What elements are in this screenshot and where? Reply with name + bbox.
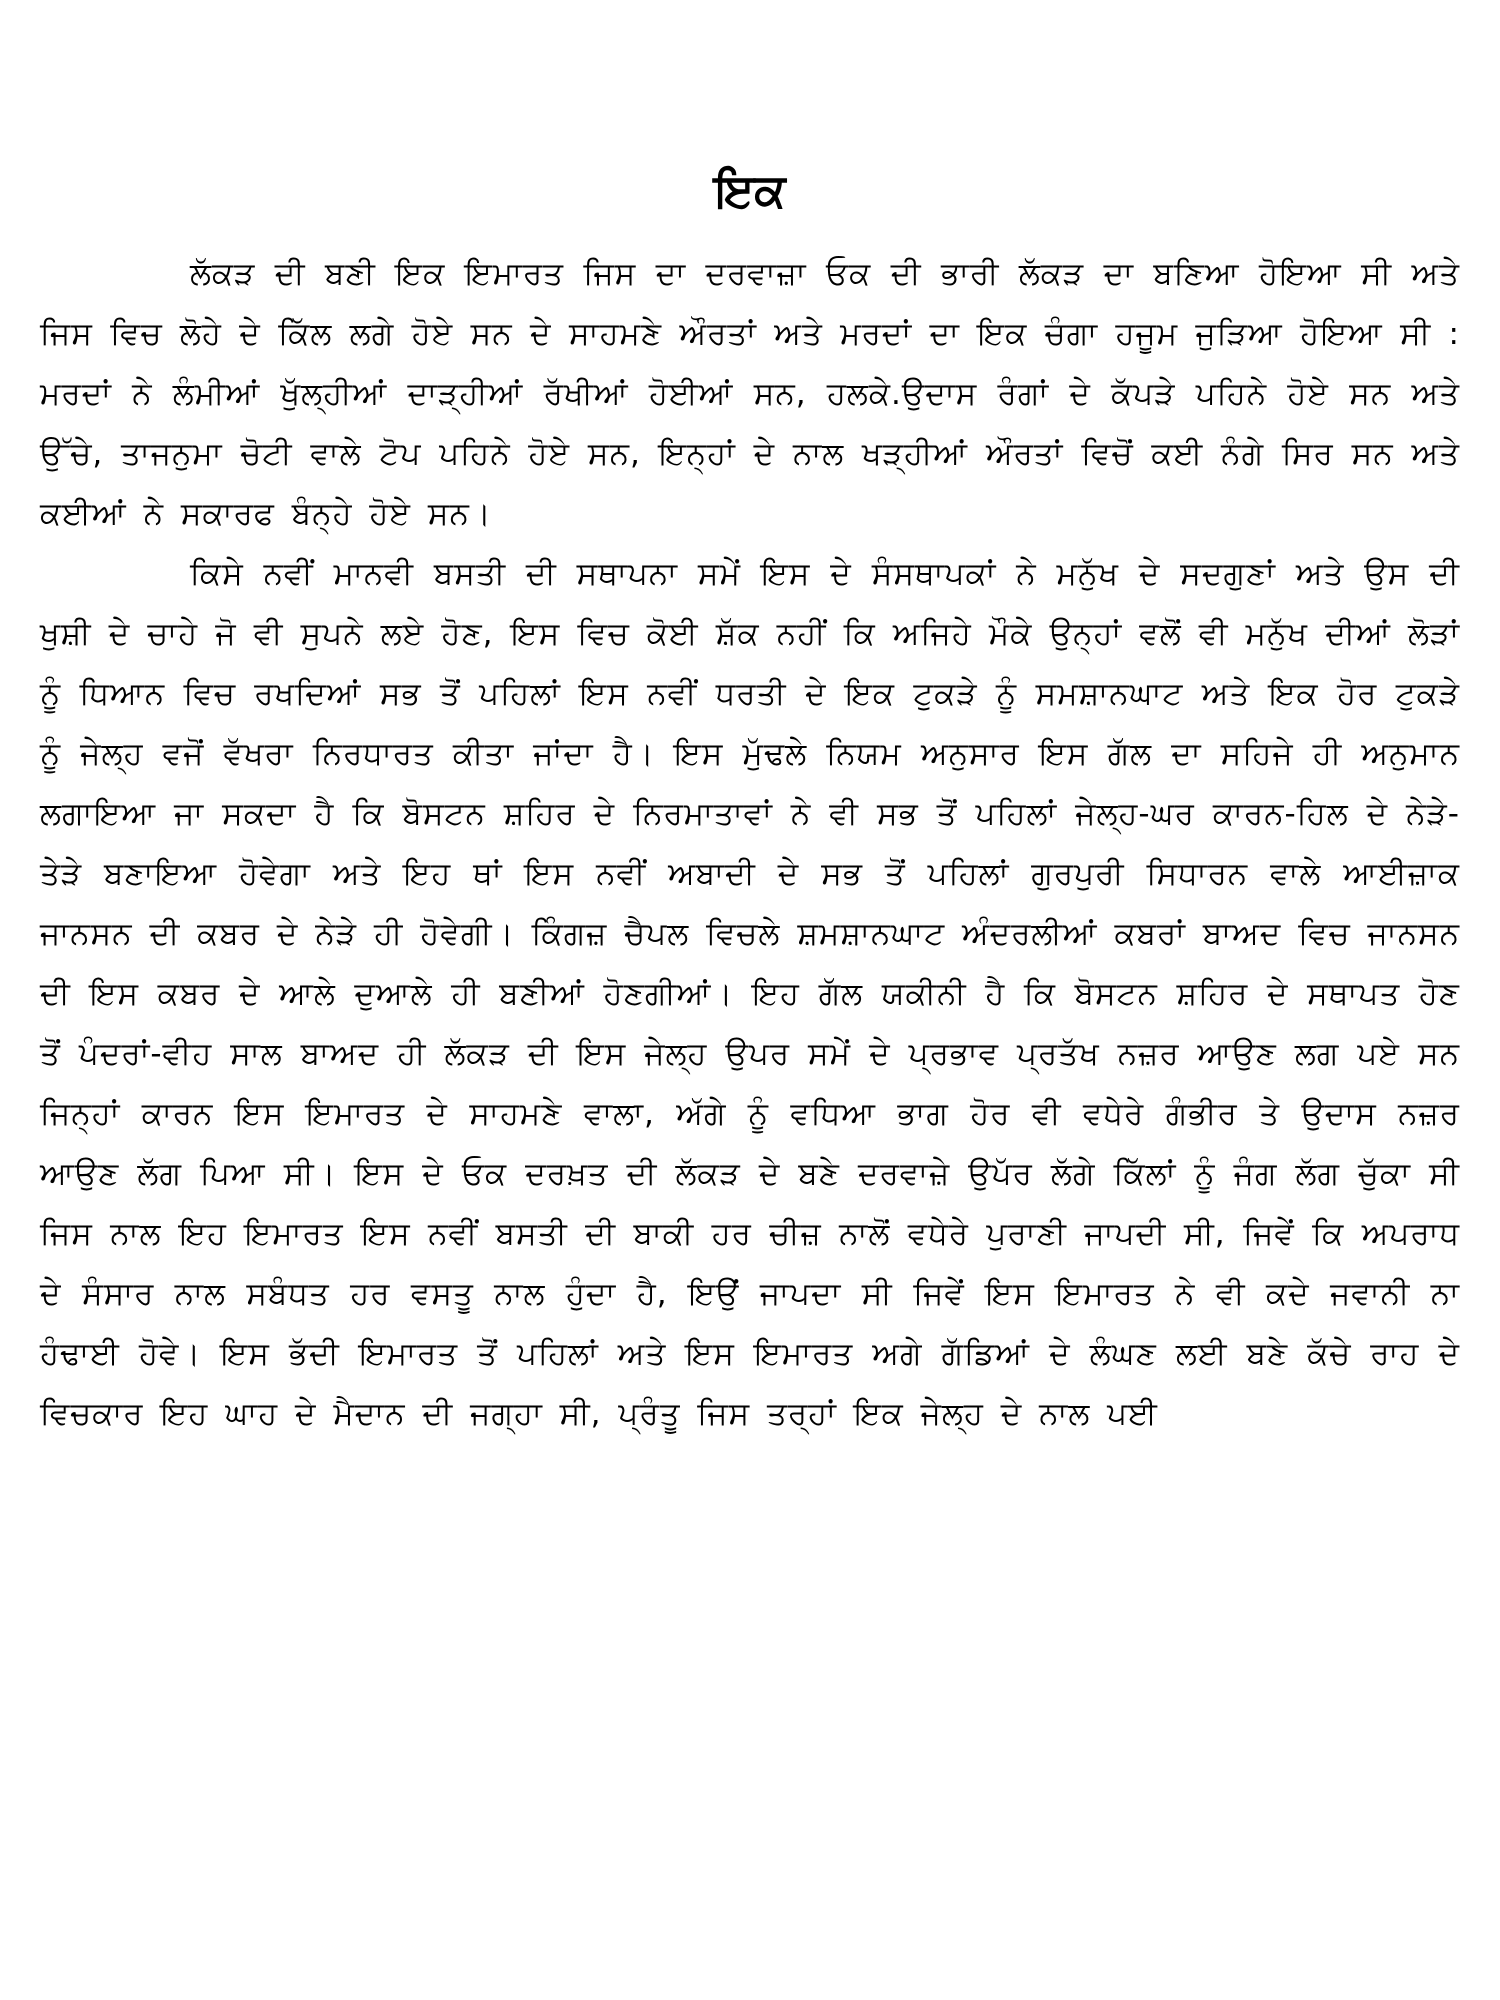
paragraph-2: ਕਿਸੇ ਨਵੀਂ ਮਾਨਵੀ ਬਸਤੀ ਦੀ ਸਥਾਪਨਾ ਸਮੇਂ ਇਸ ਦੇ ਸੰਸਥਾਪਕਾਂ ਨੇ ਮਨੁੱਖ ਦੇ ਸਦਗੁਣਾਂ ਅਤੇ ਉਸ ਦੀ ਖੁਸ਼ੀ ਦੇ ਚਾਹੇ ਜੋ ਵੀ ਸੁਪਨੇ ਲਏ ਹੋਣ, ਇਸ ਵਿਚ ਕੋਈ ਸ਼ੱਕ ਨਹੀਂ ਕਿ ਅਜਿਹੇ ਮੌਕੇ ਉਨ੍ਹਾਂ ਵਲੋਂ ਵੀ ਮਨੁੱਖ ਦੀਆਂ ਲੋੜਾਂ ਨੂੰ ਧਿਆਨ ਵਿਚ ਰਖਦਿਆਂ ਸਭ ਤੋਂ ਪਹਿਲਾਂ ਇਸ ਨਵੀਂ ਧਰਤੀ ਦੇ ਇਕ ਟੁਕੜੇ ਨੂੰ ਸਮਸ਼ਾਨਘਾਟ ਅਤੇ ਇਕ ਹੋਰ ਟੁਕੜੇ ਨੂੰ ਜੇਲ੍ਹ ਵਜੋਂ ਵੱਖਰਾ ਨਿਰਧਾਰਤ ਕੀਤਾ ਜਾਂਦਾ ਹੈ। ਇਸ ਮੁੱਢਲੇ ਨਿਯਮ ਅਨੁਸਾਰ ਇਸ ਗੱਲ ਦਾ ਸਹਿਜੇ ਹੀ ਅਨੁਮਾਨ ਲਗਾਇਆ ਜਾ ਸਕਦਾ ਹੈ ਕਿ ਬੋਸਟਨ ਸ਼ਹਿਰ ਦੇ ਨਿਰਮਾਤਾਵਾਂ ਨੇ ਵੀ ਸਭ ਤੋਂ ਪਹਿਲਾਂ ਜੇਲ੍ਹ-ਘਰ ਕਾਰਨ-ਹਿਲ ਦੇ ਨੇੜੇ-ਤੇੜੇ ਬਣਾਇਆ ਹੋਵੇਗਾ ਅਤੇ ਇਹ ਥਾਂ ਇਸ ਨਵੀਂ ਅਬਾਦੀ ਦੇ ਸਭ ਤੋਂ ਪਹਿਲਾਂ ਗੁਰਪੁਰੀ ਸਿਧਾਰਨ ਵਾਲੇ ਆਈਜ਼ਾਕ ਜਾਨਸਨ ਦੀ ਕਬਰ ਦੇ ਨੇੜੇ ਹੀ ਹੋਵੇਗੀ। ਕਿੰਗਜ਼ ਚੈਪਲ ਵਿਚਲੇ ਸ਼ਮਸ਼ਾਨਘਾਟ ਅੰਦਰਲੀਆਂ ਕਬਰਾਂ ਬਾਅਦ ਵਿਚ ਜਾਨਸਨ ਦੀ ਇਸ ਕਬਰ ਦੇ ਆਲੇ ਦੁਆਲੇ ਹੀ ਬਣੀਆਂ ਹੋਣਗੀਆਂ। ਇਹ ਗੱਲ ਯਕੀਨੀ ਹੈ ਕਿ ਬੋਸਟਨ ਸ਼ਹਿਰ ਦੇ ਸਥਾਪਤ ਹੋਣ ਤੋਂ ਪੰਦਰਾਂ-ਵੀਹ ਸਾਲ ਬਾਅਦ ਹੀ ਲੱਕੜ ਦੀ ਇਸ ਜੇਲ੍ਹ ਉਪਰ ਸਮੇਂ ਦੇ ਪ੍ਰਭਾਵ ਪ੍ਰਤੱਖ ਨਜ਼ਰ ਆਉਣ ਲਗ ਪਏ ਸਨ ਜਿਨ੍ਹਾਂ ਕਾਰਨ ਇਸ ਇਮਾਰਤ ਦੇ ਸਾਹਮਣੇ ਵਾਲਾ, ਅੱਗੇ ਨੂੰ ਵਧਿਆ ਭਾਗ ਹੋਰ ਵੀ ਵਧੇਰੇ ਗੰਭੀਰ ਤੇ ਉਦਾਸ ਨਜ਼ਰ ਆਉਣ ਲੱਗ ਪਿਆ ਸੀ। ਇਸ ਦੇ ਓਕ ਦਰਖ਼ਤ ਦੀ ਲੱਕੜ ਦੇ ਬਣੇ ਦਰਵਾਜ਼ੇ ਉਪੱਰ ਲੱਗੇ ਕਿੱਲਾਂ ਨੂੰ ਜੰਗ ਲੱਗ ਚੁੱਕਾ ਸੀ ਜਿਸ ਨਾਲ ਇਹ ਇਮਾਰਤ ਇਸ ਨਵੀਂ ਬਸਤੀ ਦੀ ਬਾਕੀ ਹਰ ਚੀਜ਼ ਨਾਲੋਂ ਵਧੇਰੇ ਪੁਰਾਣੀ ਜਾਪਦੀ ਸੀ, ਜਿਵੇਂ ਕਿ ਅਪਰਾਧ ਦੇ ਸੰਸਾਰ ਨਾਲ ਸਬੰਧਤ ਹਰ ਵਸਤੂ ਨਾਲ ਹੁੰਦਾ ਹੈ, ਇਉਂ ਜਾਪਦਾ ਸੀ ਜਿਵੇਂ ਇਸ ਇਮਾਰਤ ਨੇ ਵੀ ਕਦੇ ਜਵਾਨੀ ਨਾ ਹੰਢਾਈ ਹੋਵੇ। ਇਸ ਭੱਦੀ ਇਮਾਰਤ ਤੋਂ ਪਹਿਲਾਂ ਅਤੇ ਇਸ ਇਮਾਰਤ ਅਗੇ ਗੱਡਿਆਂ ਦੇ ਲੰਘਣ ਲਈ ਬਣੇ ਕੱਚੇ ਰਾਹ ਦੇ ਵਿਚਕਾਰ ਇਹ ਘਾਹ ਦੇ ਮੈਦਾਨ ਦੀ ਜਗ੍ਹਾ ਸੀ, ਪ੍ਰੰਤੂ ਜਿਸ ਤਰ੍ਹਾਂ ਇਕ ਜੇਲ੍ਹ ਦੇ ਨਾਲ ਪਈ	[40, 556, 1460, 1432]
chapter-title: ਇਕ	[714, 163, 786, 217]
paragraph-1: ਲੱਕੜ ਦੀ ਬਣੀ ਇਕ ਇਮਾਰਤ ਜਿਸ ਦਾ ਦਰਵਾਜ਼ਾ ਓਕ ਦੀ ਭਾਰੀ ਲੱਕੜ ਦਾ ਬਣਿਆ ਹੋਇਆ ਸੀ ਅਤੇ ਜਿਸ ਵਿਚ ਲੋਹੇ ਦੇ ਕਿੱਲ ਲਗੇ ਹੋਏ ਸਨ ਦੇ ਸਾਹਮਣੇ ਔਰਤਾਂ ਅਤੇ ਮਰਦਾਂ ਦਾ ਇਕ ਚੰਗਾ ਹਜੂਮ ਜੁੜਿਆ ਹੋਇਆ ਸੀ : ਮਰਦਾਂ ਨੇ ਲੰਮੀਆਂ ਖੁੱਲ੍ਹੀਆਂ ਦਾੜ੍ਹੀਆਂ ਰੱਖੀਆਂ ਹੋਈਆਂ ਸਨ, ਹਲਕੇ.ਉਦਾਸ ਰੰਗਾਂ ਦੇ ਕੱਪੜੇ ਪਹਿਨੇ ਹੋਏ ਸਨ ਅਤੇ ਉੱਚੇ, ਤਾਜਨੁਮਾ ਚੋਟੀ ਵਾਲੇ ਟੋਪ ਪਹਿਨੇ ਹੋਏ ਸਨ, ਇਨ੍ਹਾਂ ਦੇ ਨਾਲ ਖੜ੍ਹੀਆਂ ਔਰਤਾਂ ਵਿਚੋਂ ਕਈ ਨੰਗੇ ਸਿਰ ਸਨ ਅਤੇ ਕਈਆਂ ਨੇ ਸਕਾਰਫ ਬੰਨ੍ਹੇ ਹੋਏ ਸਨ।	[40, 256, 1460, 532]
